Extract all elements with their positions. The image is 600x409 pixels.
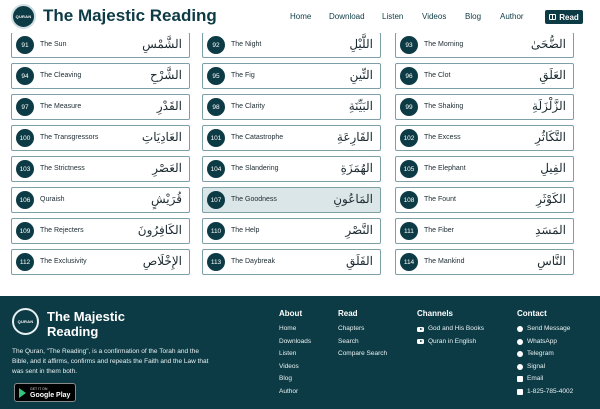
chapter-arabic-name: الإِخْلَاصِ — [142, 254, 182, 268]
chapter-card[interactable] — [202, 32, 381, 58]
footer-link-send-message[interactable]: Send Message — [517, 323, 573, 336]
chapter-number-badge: 114 — [400, 253, 418, 271]
chapter-arabic-name: الشَّمْسِ — [142, 37, 182, 51]
chapter-english-name: The Catastrophe — [231, 134, 284, 141]
footer-channels-heading: Channels — [417, 309, 454, 318]
site-title[interactable]: The Majestic Reading — [43, 6, 217, 25]
footer-link-author[interactable]: Author — [279, 387, 299, 395]
nav-author[interactable]: Author — [500, 12, 524, 21]
chapter-english-name: Quraish — [40, 196, 65, 203]
chapter-number-badge: 94 — [16, 67, 34, 85]
chapter-card[interactable] — [395, 94, 574, 120]
chapter-number-badge: 107 — [207, 191, 225, 209]
chapter-arabic-name: الزَّلْزَلَةِ — [532, 99, 566, 113]
chapter-card[interactable] — [11, 249, 190, 275]
chapter-number-badge: 100 — [16, 129, 34, 147]
chapter-number-badge: 91 — [16, 36, 34, 54]
nav-blog[interactable]: Blog — [465, 12, 482, 21]
footer-link-phone[interactable]: 1-825-785-4002 — [517, 386, 573, 399]
chapter-english-name: The Excess — [424, 134, 461, 141]
footer-link-whatsapp[interactable]: WhatsApp — [517, 336, 573, 349]
chapter-english-name: The Fig — [231, 72, 255, 79]
chapter-english-name: The Fiber — [424, 227, 454, 234]
chapter-arabic-name: المَاعُونِ — [333, 192, 373, 206]
chapter-english-name: The Strictness — [40, 165, 85, 172]
footer-link-telegram[interactable]: Telegram — [517, 348, 573, 361]
chapter-arabic-name: اللَّيْلِ — [349, 37, 373, 51]
chapter-arabic-name: العَلَقِ — [539, 68, 566, 82]
footer-link-search[interactable]: Search — [338, 337, 359, 345]
google-play-icon — [19, 388, 26, 398]
footer-link-email[interactable]: Email — [517, 373, 573, 386]
signal-icon — [517, 364, 523, 370]
chapter-card[interactable] — [202, 125, 381, 151]
chapter-number-badge: 103 — [16, 160, 34, 178]
phone-icon — [517, 389, 523, 395]
chapter-arabic-name: قُرَيْشٍ — [151, 192, 182, 206]
chapter-card[interactable] — [395, 125, 574, 151]
chapter-english-name: The Rejecters — [40, 227, 84, 234]
email-icon — [517, 376, 523, 382]
nav-listen[interactable]: Listen — [382, 12, 404, 21]
footer-link-videos[interactable]: Videos — [279, 362, 299, 370]
chapter-english-name: The Help — [231, 227, 260, 234]
chapter-card[interactable] — [395, 32, 574, 58]
chapter-number-badge: 92 — [207, 36, 225, 54]
chapter-number-badge: 102 — [400, 129, 418, 147]
quran-logo-icon: QURAN — [12, 308, 39, 335]
chapter-card[interactable] — [11, 94, 190, 120]
chapter-arabic-name: الفَلَقِ — [345, 254, 373, 268]
footer-link-home[interactable]: Home — [279, 325, 297, 332]
chapter-number-badge: 96 — [400, 67, 418, 85]
chapter-card[interactable] — [202, 218, 381, 244]
chapter-arabic-name: الضُّحَىٰ — [530, 37, 566, 51]
chapter-arabic-name: التِّينِ — [349, 68, 373, 82]
footer-link-listen[interactable]: Listen — [279, 350, 297, 357]
book-icon — [549, 14, 556, 20]
chapter-english-name: The Shaking — [424, 103, 464, 110]
site-header — [0, 0, 600, 33]
chapter-number-badge: 98 — [207, 98, 225, 116]
chapter-english-name: The Clarity — [231, 103, 265, 110]
chapter-english-name: The Slandering — [231, 165, 279, 172]
chapter-card[interactable] — [202, 156, 381, 182]
chapter-number-badge: 101 — [207, 129, 225, 147]
youtube-icon — [417, 327, 424, 332]
footer-link-signal[interactable]: Signal — [517, 361, 573, 374]
chapter-arabic-name: النَّصْرِ — [345, 223, 373, 237]
chapter-card[interactable] — [395, 156, 574, 182]
chapter-number-badge: 105 — [400, 160, 418, 178]
chapter-card[interactable] — [395, 187, 574, 213]
footer-contact-column — [517, 309, 573, 398]
chapter-grid — [11, 32, 589, 277]
chapter-card[interactable] — [395, 249, 574, 275]
chapter-number-badge: 97 — [16, 98, 34, 116]
chapter-english-name: The Exclusivity — [40, 258, 87, 265]
telegram-icon — [517, 351, 523, 357]
chapter-number-badge: 104 — [207, 160, 225, 178]
chapter-english-name: The Fount — [424, 196, 456, 203]
chapter-arabic-name: العَصْرِ — [152, 161, 182, 175]
chapter-number-badge: 112 — [16, 253, 34, 271]
chapter-number-badge: 99 — [400, 98, 418, 116]
quran-logo-icon[interactable]: QURAN — [11, 4, 36, 29]
chapter-number-badge: 106 — [16, 191, 34, 209]
chapter-number-badge: 113 — [207, 253, 225, 271]
chapter-arabic-name: النَّاسِ — [537, 254, 566, 268]
youtube-icon — [417, 339, 424, 344]
chapter-arabic-name: الفِيلِ — [540, 161, 566, 175]
chapter-number-badge: 95 — [207, 67, 225, 85]
chapter-english-name: The Clot — [424, 72, 451, 79]
chapter-english-name: The Goodness — [231, 196, 277, 203]
footer-contact-heading: Contact — [517, 309, 547, 318]
footer-link-chapters[interactable]: Chapters — [338, 325, 365, 332]
read-button[interactable]: Read — [545, 10, 583, 24]
chapter-arabic-name: المَسَدِ — [535, 223, 566, 237]
chapter-card[interactable] — [202, 249, 381, 275]
nav-home[interactable]: Home — [290, 12, 312, 21]
chapter-arabic-name: العَادِيَاتِ — [141, 130, 182, 144]
footer-about-column — [279, 309, 311, 398]
chapter-card[interactable] — [11, 32, 190, 58]
chapter-arabic-name: الكَافِرُونَ — [137, 223, 182, 237]
chapter-card[interactable] — [11, 187, 190, 213]
chapter-card[interactable] — [11, 156, 190, 182]
footer-link-downloads[interactable]: Downloads — [279, 337, 312, 345]
footer-link-quran-in-english[interactable]: Quran in English — [417, 336, 484, 349]
chapter-card[interactable] — [11, 125, 190, 151]
footer-read-heading: Read — [338, 309, 358, 318]
chapter-card[interactable] — [202, 187, 381, 213]
chapter-arabic-name: القَدْرِ — [156, 99, 182, 113]
chapter-arabic-name: الشَّرْحِ — [149, 68, 182, 82]
footer-channels-column — [417, 309, 484, 348]
chapter-english-name: The Transgressors — [40, 134, 99, 141]
chapter-card[interactable] — [202, 63, 381, 89]
footer-link-blog[interactable]: Blog — [279, 375, 293, 382]
google-play-badge[interactable]: GET IT ON Google Play — [14, 383, 76, 402]
chapter-english-name: The Elephant — [424, 165, 466, 172]
chapter-card[interactable] — [11, 63, 190, 89]
nav-download[interactable]: Download — [329, 12, 365, 21]
chapter-english-name: The Daybreak — [231, 258, 275, 265]
chapter-english-name: The Mankind — [424, 258, 465, 265]
footer-link-god-and-his-books[interactable]: God and His Books — [417, 323, 484, 336]
footer-link-compare-search[interactable]: Compare Search — [338, 350, 388, 357]
chapter-number-badge: 110 — [207, 222, 225, 240]
site-footer — [0, 296, 600, 409]
chapter-number-badge: 111 — [400, 222, 418, 240]
chapter-english-name: The Measure — [40, 103, 82, 110]
chapter-arabic-name: التَّكَاثُرِ — [535, 130, 566, 144]
message-icon — [517, 326, 523, 332]
chapter-english-name: The Night — [231, 41, 262, 48]
chapter-arabic-name: الهُمَزَةِ — [340, 161, 373, 175]
chapter-arabic-name: القَارِعَةِ — [336, 130, 373, 144]
footer-brand: The Majestic Reading — [47, 309, 126, 339]
chapter-english-name: The Sun — [40, 41, 67, 48]
chapter-arabic-name: الكَوْثَرِ — [536, 192, 566, 206]
chapter-number-badge: 109 — [16, 222, 34, 240]
chapter-number-badge: 108 — [400, 191, 418, 209]
nav-videos[interactable]: Videos — [422, 12, 447, 21]
whatsapp-icon — [517, 339, 523, 345]
footer-read-column — [338, 309, 387, 361]
chapter-card[interactable] — [202, 94, 381, 120]
chapter-card[interactable] — [11, 218, 190, 244]
chapter-english-name: The Cleaving — [40, 72, 82, 79]
footer-description: The Quran, "The Reading", is a confirmation of the Torah and the Bible, and it affirms, confirms and repeats the Faith and the Law that was sent in them both. — [12, 348, 209, 375]
chapter-english-name: The Morning — [424, 41, 464, 48]
chapter-card[interactable] — [395, 63, 574, 89]
chapter-number-badge: 93 — [400, 36, 418, 54]
chapter-card[interactable] — [395, 218, 574, 244]
chapter-arabic-name: البَيِّنَةِ — [348, 99, 373, 113]
footer-about-heading: About — [279, 309, 303, 318]
